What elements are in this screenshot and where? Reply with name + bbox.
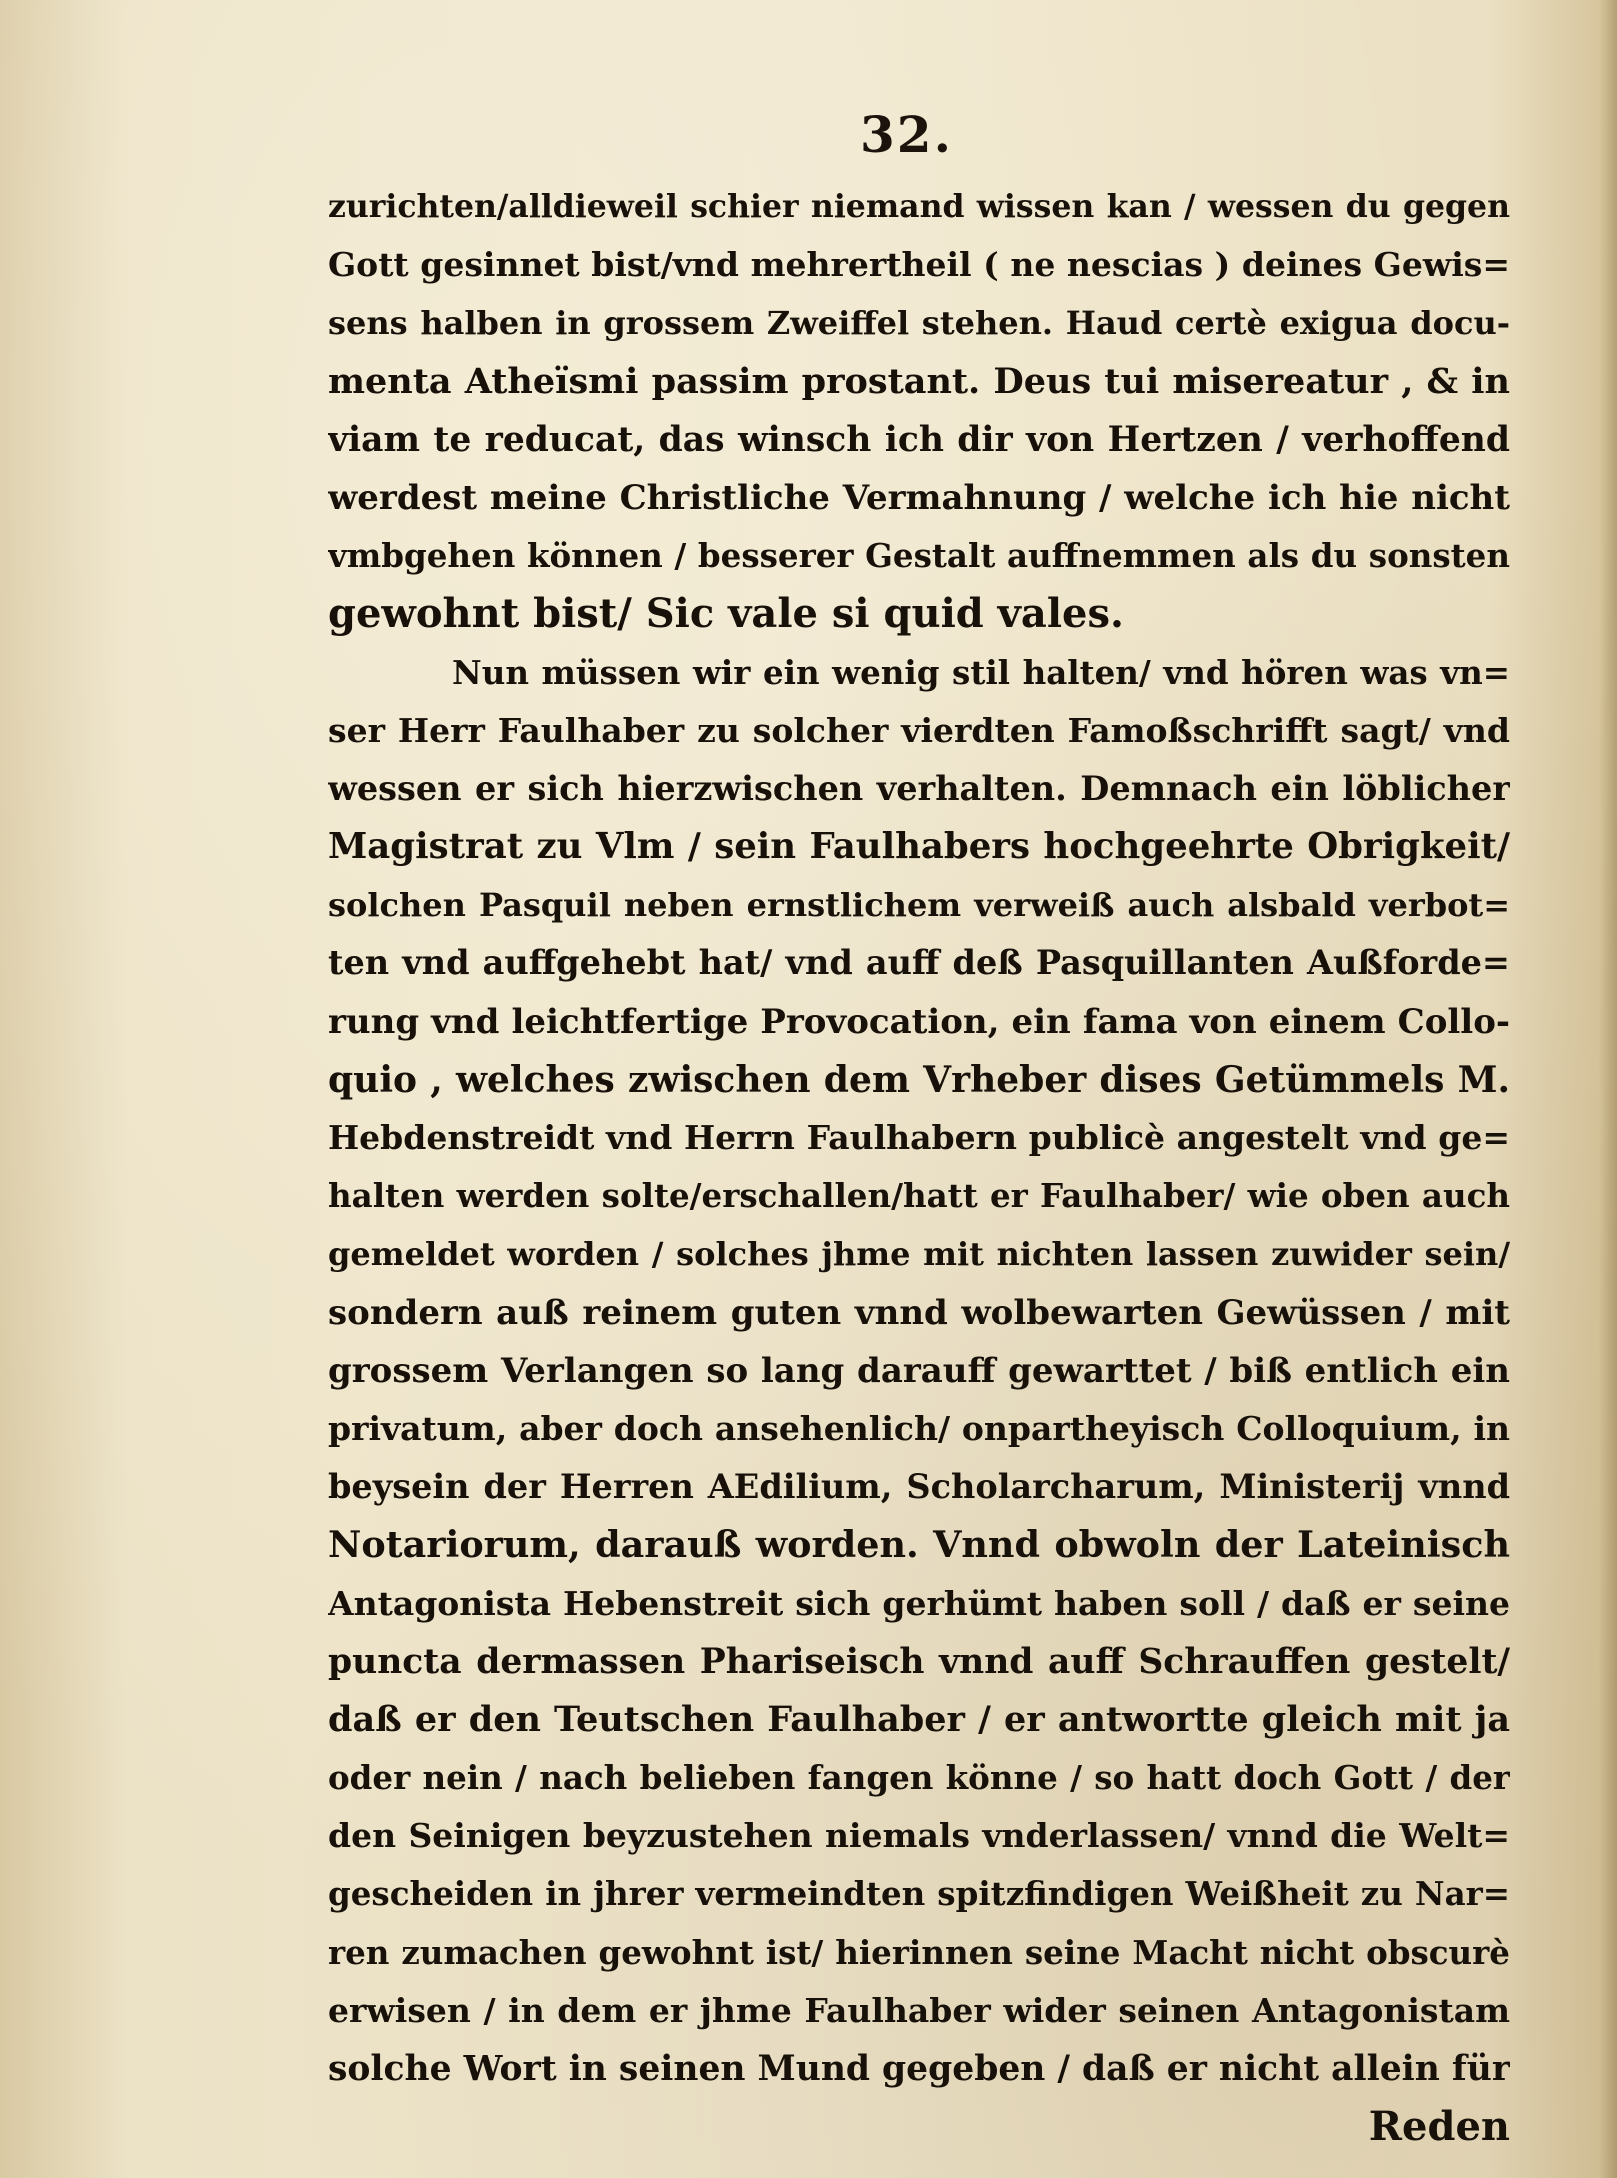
text-line: Antagonista Hebenstreit sich gerhümt haben soll / daß er seine [328,1583,1510,1623]
text-line: Magistrat zu Vlm / sein Faulhabers hochgeehrte Obrigkeit/ [328,826,1510,868]
catchword: Reden [1368,2103,1510,2151]
text-line: ser Herr Faulhaber zu solcher vierdten Famoßschrifft sagt/ vnd [328,710,1510,750]
text-line: viam te reducat, das winsch ich dir von Hertzen / verhoffend [328,419,1510,460]
text-line: daß er den Teutschen Faulhaber / er antwortte gleich mit ja [328,1698,1510,1740]
body-text [328,178,1510,2156]
page-number: 32. [860,105,953,164]
text-line: privatum, aber doch ansehenlich/ onpartheyisch Colloquium, in [328,1408,1510,1448]
text-line: quio , welches zwischen dem Vrheber dises Getümmels M. [328,1058,1510,1101]
text-line: zurichten/alldieweil schier niemand wissen kan / wessen du gegen [328,188,1510,225]
text-line: ren zumachen gewohnt ist/ hierinnen seine Macht nicht obscurè [328,1932,1510,1972]
text-line: gewohnt bist/ Sic vale si quid vales. [328,590,1124,638]
text-line: grossem Verlangen so lang darauff gewarttet / biß entlich ein [328,1350,1510,1391]
text-line: oder nein / nach belieben fangen könne / so hatt doch Gott / der [328,1758,1510,1798]
text-line: menta Atheïsmi passim prostant. Deus tui misereatur , & in [328,360,1510,402]
text-line: halten werden solte/erschallen/hatt er Faulhaber/ wie oben auch [328,1176,1510,1216]
text-line: sens halben in grossem Zweiffel stehen. Haud certè exigua docu- [328,304,1510,343]
paragraph-start-line: Nun müssen wir ein wenig stil halten/ vnd hören was vn= [452,652,1510,692]
text-line: werdest meine Christliche Vermahnung / welche ich hie nicht [328,477,1510,518]
text-line: Hebdenstreidt vnd Herrn Faulhabern publicè angestelt vnd ge= [328,1118,1510,1157]
text-line: Notariorum, darauß worden. Vnnd obwoln der Lateinisch [328,1523,1510,1567]
text-line: erwisen / in dem er jhme Faulhaber wider seinen Antagonistam [328,1990,1510,2030]
text-line: rung vnd leichtfertige Provocation, ein fama von einem Collo- [328,1001,1510,1042]
text-line: gemeldet worden / solches jhme mit nichten lassen zuwider sein/ [328,1235,1510,1274]
text-line: solchen Pasquil neben ernstlichem verweiß auch alsbald verbot= [328,886,1510,925]
text-line: solche Wort in seinen Mund gegeben / daß er nicht allein für [328,2049,1510,2089]
page-edge-shadow [1599,0,1617,2178]
text-line: gescheiden in jhrer vermeindten spitzfindigen Weißheit zu Nar= [328,1874,1510,1914]
text-line: ten vnd auffgehebt hat/ vnd auff deß Pasquillanten Außforde= [328,943,1510,983]
text-line: puncta dermassen Phariseisch vnnd auff Schrauffen gestelt/ [328,1641,1510,1682]
text-line: wessen er sich hierzwischen verhalten. Demnach ein löblicher [328,768,1510,808]
text-line: vmbgehen können / besserer Gestalt auffnemmen als du sonsten [328,536,1510,576]
text-line: sondern auß reinem guten vnnd wolbewarten Gewüssen / mit [328,1292,1510,1333]
text-line: Gott gesinnet bist/vnd mehrertheil ( ne nescias ) deines Gewis= [328,245,1510,285]
text-line: den Seinigen beyzustehen niemals vnderlassen/ vnnd die Welt= [328,1816,1510,1856]
text-line: beysein der Herren AEdilium, Scholarcharum, Ministerij vnnd [328,1467,1510,1507]
